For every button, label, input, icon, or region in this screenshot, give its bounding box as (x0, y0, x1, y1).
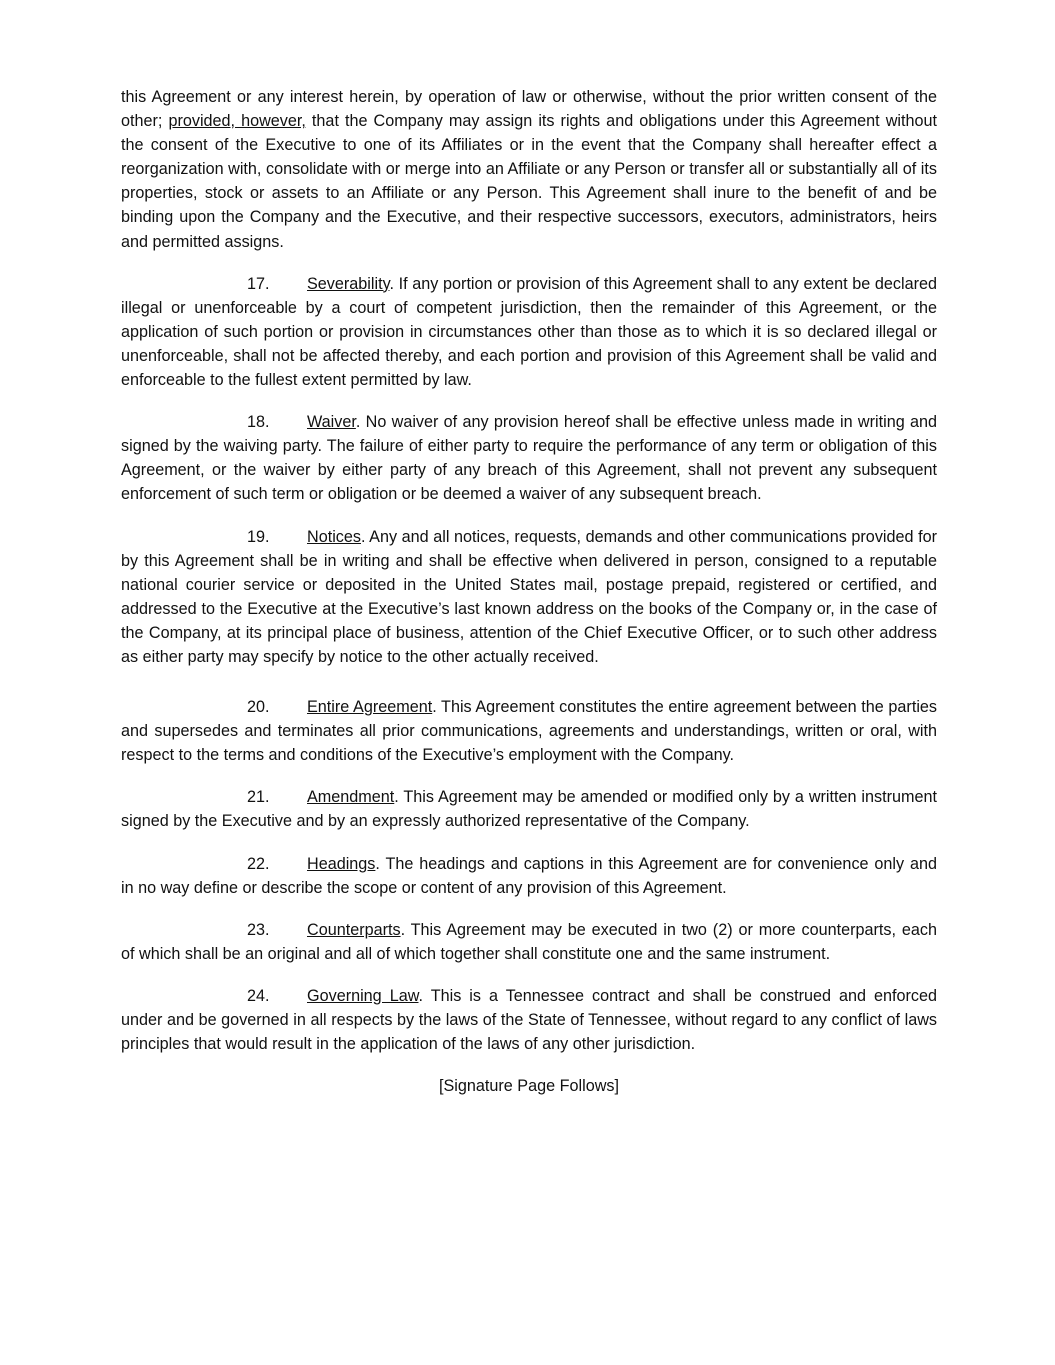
section-18 (121, 410, 937, 506)
section-text: . This Agreement may be executed in two (2) or more counterparts, each of which shall be an original and all of which together shall constitute one and the same instrument. (121, 920, 937, 963)
section-heading: Governing Law (307, 986, 419, 1005)
section-text: . This Agreement constitutes the entire agreement between the parties and supersedes and terminates all prior communications, agreements and understandings, written or oral, with respect to the terms and conditions of the Executive’s employment with the Company. (121, 698, 938, 765)
document-page (121, 85, 937, 1114)
section-text: . No waiver of any provision hereof shall be effective unless made in writing and signed by the waiving party. The failure of either party to require the performance of any term or obligation of this Agreement, or the waiver by either party of any breach of this Agreement, shall not prevent any subsequent enforcement of such term or obligation or be deemed a waiver of any subsequent breach. (121, 413, 937, 504)
section-text: . Any and all notices, requests, demands and other communications provided for by this Agreement shall be in writing and shall be effective when delivered in person, consigned to a reputable national courier service or deposited in the United States mail, postage prepaid, registered or certified, and addressed to the Executive at the Executive’s last known address on the books of the Company or, in the case of the Company, at its principal place of business, attention of the Chief Executive Officer, or to such other address as either party may specify by notice to the other actually received. (121, 527, 937, 666)
section-number: 22. (247, 854, 270, 873)
section-23 (121, 918, 937, 966)
section-22 (121, 852, 937, 900)
section-heading: Notices (307, 527, 361, 546)
section-heading: Headings (307, 854, 376, 873)
section-19 (121, 525, 937, 670)
section-heading: Severability (307, 274, 390, 293)
section-heading: Waiver (307, 413, 356, 432)
intro-paragraph (121, 85, 937, 254)
section-number: 21. (247, 788, 270, 807)
proviso-phrase: provided, however, (168, 112, 306, 131)
section-number: 17. (247, 274, 270, 293)
section-text: . If any portion or provision of this Agreement shall to any extent be declared illegal or unenforceable by a court of competent jurisdiction, then the remainder of this Agreement, or the application of such portion or provision in circumstances other than those as to which it is so declared illegal or unenforceable, shall not be affected thereby, and each portion and provision of this Agreement shall be valid and enforceable to the fullest extent permitted by law. (121, 274, 937, 390)
section-20 (121, 695, 937, 767)
section-21 (121, 785, 937, 833)
section-number: 20. (247, 698, 270, 717)
section-number: 19. (247, 527, 270, 546)
section-number: 18. (247, 413, 270, 432)
signature-page-note: [Signature Page Follows] (439, 1077, 619, 1096)
intro-text-1: this Agreement or any interest herein, by operation of law or otherwise, without the prior written consent of the other; (121, 88, 937, 131)
section-24 (121, 984, 937, 1056)
section-heading: Amendment (307, 788, 395, 807)
section-text: . This Agreement may be amended or modified only by a written instrument signed by the Executive and by an expressly authorized representative of the Company. (121, 788, 937, 831)
section-heading: Counterparts (307, 920, 401, 939)
section-number: 23. (247, 920, 270, 939)
section-number: 24. (247, 986, 270, 1005)
section-heading: Entire Agreement (307, 698, 433, 717)
intro-text-2: that the Company may assign its rights and obligations under this Agreement without the consent of the Executive to one of its Affiliates or in the event that the Company shall hereafter effect a reorganization with, consolidate with or merge into an Affiliate or any Person or transfer all or substantially all of its properties, stock or assets to an Affiliate or any Person. This Agreement shall inure to the benefit of and be binding upon the Company and the Executive, and their respective successors, executors, administrators, heirs and permitted assigns. (121, 112, 937, 251)
section-17 (121, 272, 937, 392)
section-text: . This is a Tennessee contract and shall be construed and enforced under and be governed in all respects by the laws of the State of Tennessee, without regard to any conflict of laws principles that would result in the application of the laws of any other jurisdiction. (121, 986, 937, 1054)
section-text: . The headings and captions in this Agreement are for convenience only and in no way define or describe the scope or content of any provision of this Agreement. (121, 854, 937, 897)
